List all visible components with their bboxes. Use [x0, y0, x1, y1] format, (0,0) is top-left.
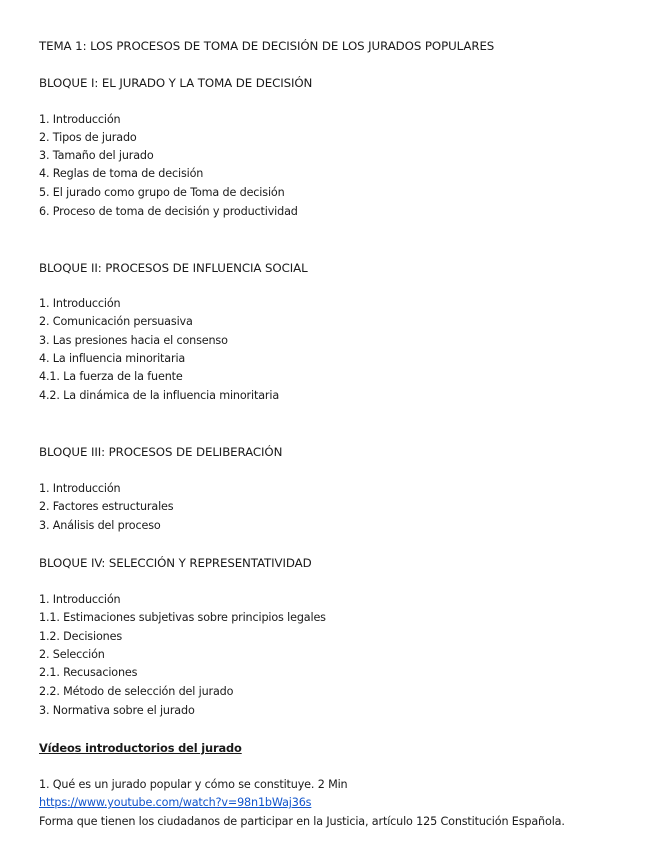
bloque-4-item: 1.2. Decisiones [39, 630, 122, 643]
bloque-1-item: 5. El jurado como grupo de Toma de decisión [39, 186, 285, 199]
bloque-1-item: 4. Reglas de toma de decisión [39, 167, 204, 180]
bloque-1-item: 2. Tipos de jurado [39, 131, 137, 144]
bloque-4-item: 1. Introducción [39, 593, 121, 606]
bloque-2-item: 1. Introducción [39, 297, 121, 310]
bloque-3-item: 3. Análisis del proceso [39, 519, 161, 532]
bloque-2-item: 3. Las presiones hacia el consenso [39, 334, 228, 347]
bloque-4-heading: BLOQUE IV: SELECCIÓN Y REPRESENTATIVIDAD [39, 556, 312, 570]
bloque-4-item: 2.2. Método de selección del jurado [39, 685, 234, 698]
video-link[interactable]: https://www.youtube.com/watch?v=98n1bWaj36s [39, 796, 312, 809]
bloque-2-item: 4.2. La dinámica de la influencia minoritaria [39, 389, 280, 402]
bloque-4-item: 2. Selección [39, 648, 105, 661]
bloque-2-item: 2. Comunicación persuasiva [39, 315, 193, 328]
video-item-title: 1. Qué es un jurado popular y cómo se constituye. 2 Min [39, 778, 348, 791]
videos-heading: Vídeos introductorios del jurado [39, 741, 242, 755]
bloque-3-heading: BLOQUE III: PROCESOS DE DELIBERACIÓN [39, 445, 283, 459]
bloque-1-item: 3. Tamaño del jurado [39, 149, 154, 162]
bloque-3-item: 1. Introducción [39, 482, 121, 495]
bloque-2-heading: BLOQUE II: PROCESOS DE INFLUENCIA SOCIAL [39, 261, 308, 275]
bloque-4-item: 1.1. Estimaciones subjetivas sobre principios legales [39, 611, 326, 624]
bloque-4-item: 3. Normativa sobre el jurado [39, 704, 195, 717]
bloque-1-heading: BLOQUE I: EL JURADO Y LA TOMA DE DECISIÓN [39, 76, 313, 90]
bloque-1-item: 6. Proceso de toma de decisión y productividad [39, 205, 298, 218]
video-item-description: Forma que tienen los ciudadanos de participar en la Justicia, artículo 125 Constitución Española. [39, 815, 565, 828]
bloque-2-item: 4. La influencia minoritaria [39, 352, 186, 365]
bloque-4-item: 2.1. Recusaciones [39, 666, 138, 679]
bloque-2-item: 4.1. La fuerza de la fuente [39, 370, 183, 383]
bloque-1-item: 1. Introducción [39, 113, 121, 126]
document-title: TEMA 1: LOS PROCESOS DE TOMA DE DECISIÓN DE LOS JURADOS POPULARES [39, 39, 495, 53]
bloque-3-item: 2. Factores estructurales [39, 500, 174, 513]
